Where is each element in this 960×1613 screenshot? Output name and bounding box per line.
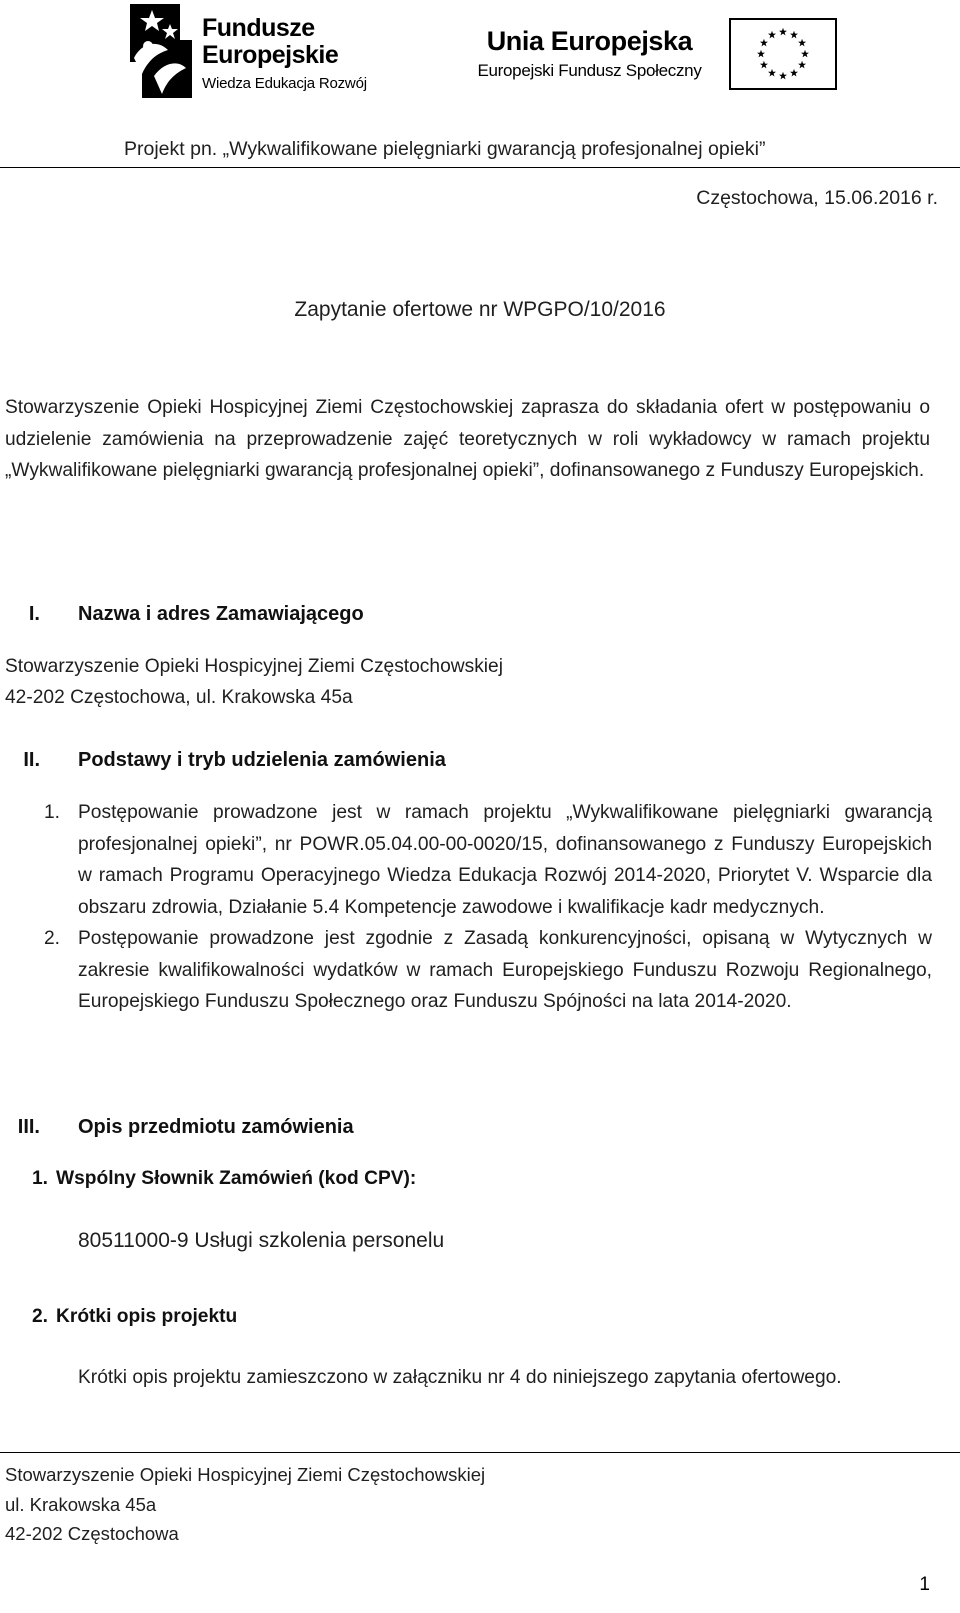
section-2-heading <box>0 749 960 779</box>
section-1-line-1: Stowarzyszenie Opieki Hospicyjnej Ziemi Częstochowskiej <box>5 656 503 677</box>
eu-star-icon <box>801 50 809 58</box>
eu-star-icon <box>768 31 776 39</box>
unia-europejska-logo <box>472 18 842 96</box>
section-2-list <box>30 797 932 1018</box>
ue-logo-line2: Europejski Fundusz Społeczny <box>477 61 702 80</box>
sub-1-number: 1. <box>31 1168 48 1189</box>
document-title: Zapytanie ofertowe nr WPGPO/10/2016 <box>294 298 666 321</box>
project-description: Krótki opis projektu zamieszczono w załączniku nr 4 do niniejszego zapytania ofertowego. <box>78 1367 842 1388</box>
section-1-number: I. <box>28 603 40 625</box>
eu-star-icon <box>760 61 768 69</box>
section-2-number: II. <box>23 749 40 771</box>
footer-line-3: 42-202 Częstochowa <box>5 1523 179 1544</box>
section-1-label: Nazwa i adres Zamawiającego <box>78 603 364 625</box>
list-item-text: Postępowanie prowadzone jest w ramach projektu „Wykwalifikowane pielęgniarki gwarancją profesjonalnej opieki”, nr POWR.05.04.00-00-0020/15, dofinansowanego z Funduszy Europejskich w ramach Programu Operacyjnego Wiedza Edukacja Rozwój 2014-2020, Priorytet V. Wsparcie dla obszaru zdrowia, Działanie 5.4 Kompetencje zawodowe i kwalifikacje kadr medycznych. <box>78 802 932 918</box>
eu-star-icon <box>779 28 787 36</box>
section-1-line-2: 42-202 Częstochowa, ul. Krakowska 45a <box>5 687 353 708</box>
fe-logo-line2: Europejskie <box>202 41 339 69</box>
footer-line-1: Stowarzyszenie Opieki Hospicyjnej Ziemi Częstochowskiej <box>5 1464 486 1485</box>
list-item <box>30 797 932 923</box>
eu-star-icon <box>798 39 806 47</box>
list-item-number: 2. <box>43 928 60 949</box>
eu-star-icon <box>768 69 776 77</box>
ue-logo-text <box>472 26 707 81</box>
project-line: Projekt pn. „Wykwalifikowane pielęgniarki gwarancją profesjonalnej opieki” <box>124 138 766 160</box>
list-item <box>30 923 932 1018</box>
sub-1-label: Wspólny Słownik Zamówień (kod CPV): <box>56 1168 417 1189</box>
list-item-number: 1. <box>43 802 60 823</box>
section-3-number: III. <box>17 1116 40 1138</box>
section-3-heading <box>0 1116 960 1146</box>
header-divider <box>0 167 960 168</box>
sub-2-label: Krótki opis projektu <box>56 1306 238 1327</box>
fundusze-europejskie-logo <box>128 2 418 102</box>
ue-logo-line1: Unia Europejska <box>486 26 693 56</box>
footer-address <box>5 1460 485 1549</box>
section-2-label: Podstawy i tryb udzielenia zamówienia <box>78 749 446 771</box>
section-3-sub-2 <box>8 1306 237 1328</box>
eu-star-icon <box>790 69 798 77</box>
eu-flag-icon <box>729 18 837 90</box>
eu-star-icon <box>790 31 798 39</box>
intro-paragraph: Stowarzyszenie Opieki Hospicyjnej Ziemi Częstochowskiej zaprasza do składania ofert w postępowaniu o udzielenie zamówienia na przeprowadzenie zajęć teoretycznych w roli wykładowcy w ramach projektu „Wykwalifikowane pielęgniarki gwarancją profesjonalnej opieki”, dofinansowanego z Funduszy Europejskich. <box>5 397 930 481</box>
fe-logo-text <box>202 16 367 91</box>
date-line: Częstochowa, 15.06.2016 r. <box>696 187 938 209</box>
eu-star-icon <box>760 39 768 47</box>
fe-stars-logo-icon <box>128 2 194 100</box>
section-1-heading <box>0 603 960 633</box>
sub-2-number: 2. <box>31 1306 48 1327</box>
footer-divider <box>0 1452 960 1453</box>
fe-logo-line3: Wiedza Edukacja Rozwój <box>202 75 367 92</box>
list-item-text: Postępowanie prowadzone jest zgodnie z Zasadą konkurencyjności, opisaną w Wytycznych w zakresie kwalifikowalności wydatków w ramach Europejskiego Funduszu Rozwoju Regionalnego, Europejskiego Funduszu Społecznego oraz Funduszu Spójności na lata 2014-2020. <box>78 928 932 1012</box>
eu-star-icon <box>798 61 806 69</box>
footer-line-2: ul. Krakowska 45a <box>5 1493 157 1515</box>
eu-star-icon <box>757 50 765 58</box>
section-3-sub-1 <box>8 1168 416 1190</box>
eu-star-icon <box>779 72 787 80</box>
fe-logo-line1: Fundusze <box>202 14 315 42</box>
page-number: 1 <box>919 1574 930 1595</box>
cpv-code: 80511000-9 Usługi szkolenia personelu <box>78 1229 445 1252</box>
section-3-label: Opis przedmiotu zamówienia <box>78 1116 354 1138</box>
